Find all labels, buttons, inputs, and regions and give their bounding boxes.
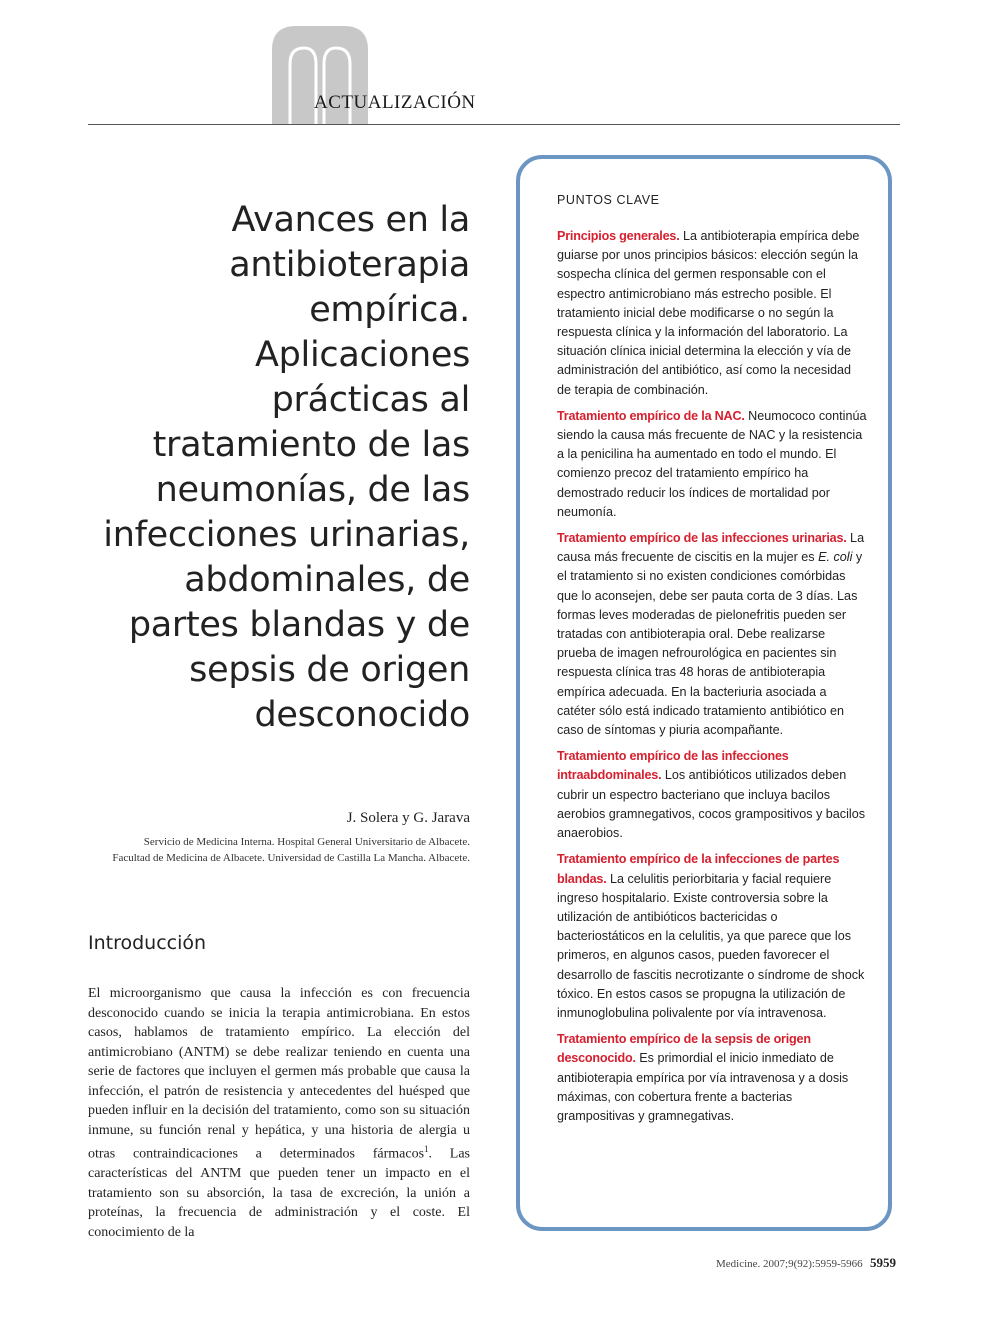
intro-paragraph: El microorganismo que causa la infección es con frecuencia desconocido cuando se inicia la terapia antimicrobiana. En estos casos, hablamos de tratamiento empírico. La elección del antimicrobiano (ANTM) se debe realizar teniendo en cuenta una serie de factores que incluyen el germen más probable que causa la infección, el patrón de resistencia y antecedentes del huésped que pueden influir en la decisión del tratamiento, como son su situación inmune, su función renal y hepática, y una historia de alergia u otras contraindicaciones a determinados fármacos$^1$. Las características del ANTM que pueden tener un impacto en el tratamiento son su absorción, la tasa de excreción, la unión a proteínas, la frecuencia de administración y el coste. El conocimiento de la [88,986,470,1240]
key-point-abdominal: Tratamiento empírico de las infecciones intraabdominales. Los antibióticos utilizados deben cubrir un espectro bacteriano que incluya bacilos aerobios gramnegativos, cocos grampositivos y bacilos anaerobios. [557,749,865,841]
key-point-soft-tissue: Tratamiento empírico de la infecciones de partes blandas. La celulitis periorbitaria y facial requiere ingreso hospitalario. Existe controversia sobre la utilización de antibióticos bactericidas o bacteriostáticos en la celulitis, ya que parece que los primeros, en algunos casos, pueden favorecer el desarrollo de fascitis necrotizante o síndrome de shock tóxico. En estos casos se propugna la utilización de inmunoglobulina polivalente por vía intravenosa. [557,852,865,1020]
key-points-box [516,155,892,1231]
intro-body [88,984,470,1242]
key-point-general: Principios generales. La antibioterapia empírica debe guiarse por unos principios básicos: elección según la sospecha clínica del germen responsable con el espectro antimicrobiano más estrecho posible. El tratamiento inicial debe modificarse o no según la respuesta clínica y la información del laboratorio. La situación clínica inicial determina la elección y vía de administración del antibiótico, así como la necesidad de terapia de combinación. [557,229,860,397]
author-affiliation-1: Servicio de Medicina Interna. Hospital General Universitario de Albacete. [143,836,470,848]
header-divider [88,124,900,125]
key-point-sepsis: Tratamiento empírico de la sepsis de origen desconocido. Es primordial el inicio inmediato de antibioterapia empírica por vía intravenosa y a dosis máximas, con cobertura frente a bacterias grampositivas y gramnegativas. [557,1032,849,1123]
journal-citation: Medicine. 2007;9(92):5959-5966 [716,1258,863,1270]
intro-heading: Introducción [88,932,207,954]
page-number: 5959 [870,1255,896,1270]
section-label: ACTUALIZACIÓN [314,92,476,113]
key-point-nac: Tratamiento empírico de la NAC. Neumococo continúa siendo la causa más frecuente de NAC y la resistencia a la penicilina ha aumentado en todo el mundo. El comienzo precoz del tratamiento empírico ha demostrado reducir los índices de mortalidad por neumonía. [557,408,867,519]
citation-ref: 1 [424,1144,429,1154]
key-points-title: PUNTOS CLAVE [557,193,660,207]
author-affiliation-2: Facultad de Medicina de Albacete. Universidad de Castilla La Mancha. Albacete. [112,852,470,864]
key-point-urinary: Tratamiento empírico de las infecciones urinarias. La causa más frecuente de ciscitis en la mujer es E. coli y el tratamiento si no existen condiciones comórbidas que lo aconsejen, debe ser pauta corta de 3 días. Las formas leves moderadas de pielonefritis pueden ser tratadas con antibioterapia oral. Debe realizarse prueba de imagen nefrourológica en pacientes sin respuesta clínica tras 48 horas de antibioterapia empírica adecuada. En la bacteriuria asociada a catéter sólo está indicado tratamiento antibiótico en caso de síntomas y piuria acompañante. [557,531,865,738]
article-authors: J. Solera y G. Jarava [346,810,470,826]
article-title: Avances en la antibioterapia empírica. Aplicaciones prácticas al tratamiento de las neumonías, de las infecciones urinarias, abdominales, de partes blandas y de sepsis de origen desconocido [103,200,470,735]
